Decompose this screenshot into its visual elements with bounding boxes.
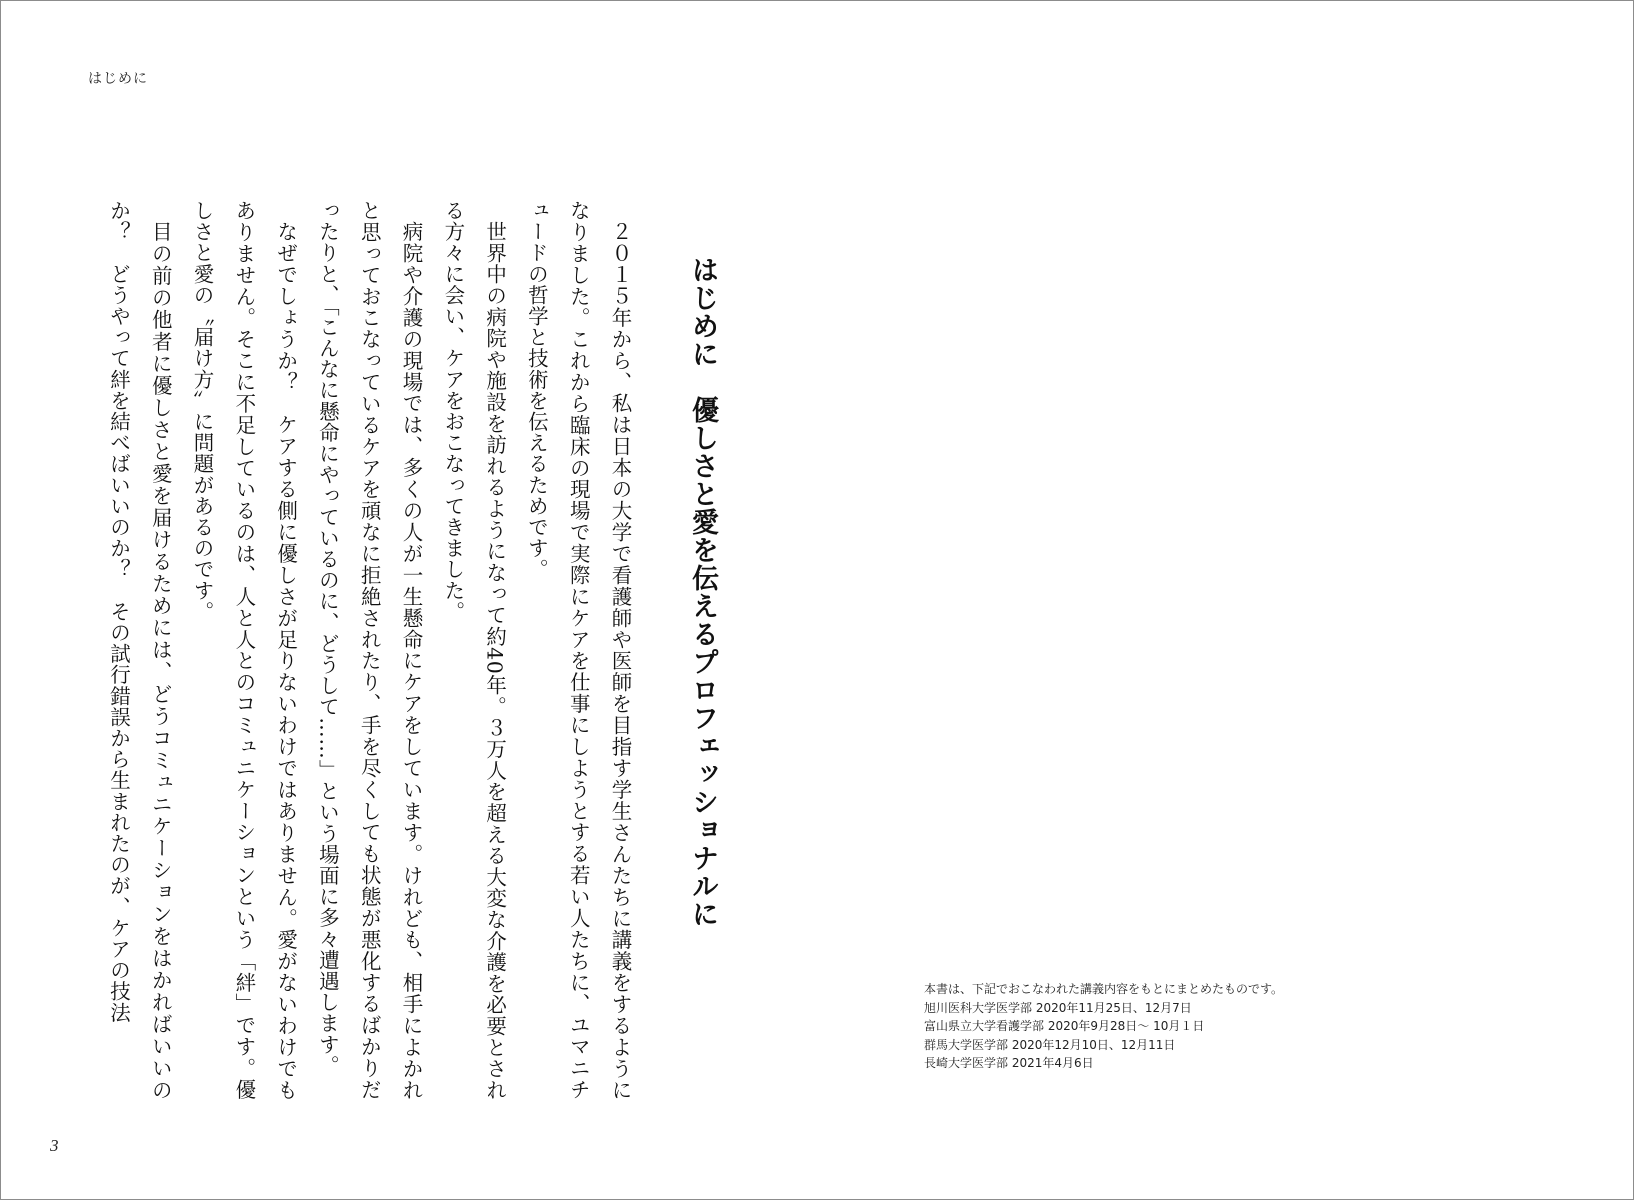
colophon-intro: 本書は、下記でおこなわれた講義内容をもとにまとめたものです。 bbox=[924, 982, 1284, 996]
colophon-lecture-gunma: 群馬大学医学部 2020年12月10日、12月11日 bbox=[924, 1037, 1176, 1052]
paragraph: 世界中の病院や施設を訪れるようになって約40年。３万人を超える大変な介護を必要とされる方々に会い、ケアをおこなってきました。 bbox=[440, 200, 507, 1100]
colophon-lecture-toyama: 富山県立大学看護学部 2020年9月28日～ 10月１日 bbox=[924, 1019, 1205, 1033]
chapter-title: はじめに 優しさと愛を伝えるプロフェッショナルに bbox=[687, 256, 718, 928]
vertical-text-body bbox=[80, 200, 720, 1100]
paragraph: ２０１５年から、私は日本の大学で看護師や医師を目指す学生さんたちに講義をするようになりました。これから臨床の現場で実際にケアを仕事にしようとする若い人たちに、ユマニチュードの哲学と技術を伝えるためです。 bbox=[524, 200, 632, 1100]
colophon-lecture-nagasaki: 長崎大学医学部 2021年4月6日 bbox=[924, 1056, 1094, 1070]
paragraph: 病院や介護の現場では、多くの人が一生懸命にケアをしています。けれども、相手によかれと思っておこなっているケアを頑なに拒絶されたり、手を尽くしても状態が悪化するばかりだったりと、「こんなに懸命にやっているのに、どうして……」という場面に多々遭遇します。 bbox=[315, 200, 424, 1100]
page-number: 3 bbox=[50, 1136, 59, 1155]
colophon-note bbox=[924, 980, 1283, 1073]
paragraph: 目の前の他者に優しさと愛を届けるためには、どうコミュニケーションをはかればいいのか？ どうやって絆を結べばいいのか？ その試行錯誤から生まれたのが、ケアの技法 bbox=[106, 200, 173, 1100]
paragraph: なぜでしょうか？ ケアする側に優しさが足りないわけではありません。愛がないわけでもありません。そこに不足しているのは、人と人とのコミュニケーションという「絆」です。優しさと愛の〝届け方〟に問題があるのです。 bbox=[190, 200, 298, 1100]
running-head: はじめに bbox=[88, 71, 148, 87]
colophon-lecture-asahikawa: 旭川医科大学医学部 2020年11月25日、12月7日 bbox=[924, 1000, 1192, 1015]
